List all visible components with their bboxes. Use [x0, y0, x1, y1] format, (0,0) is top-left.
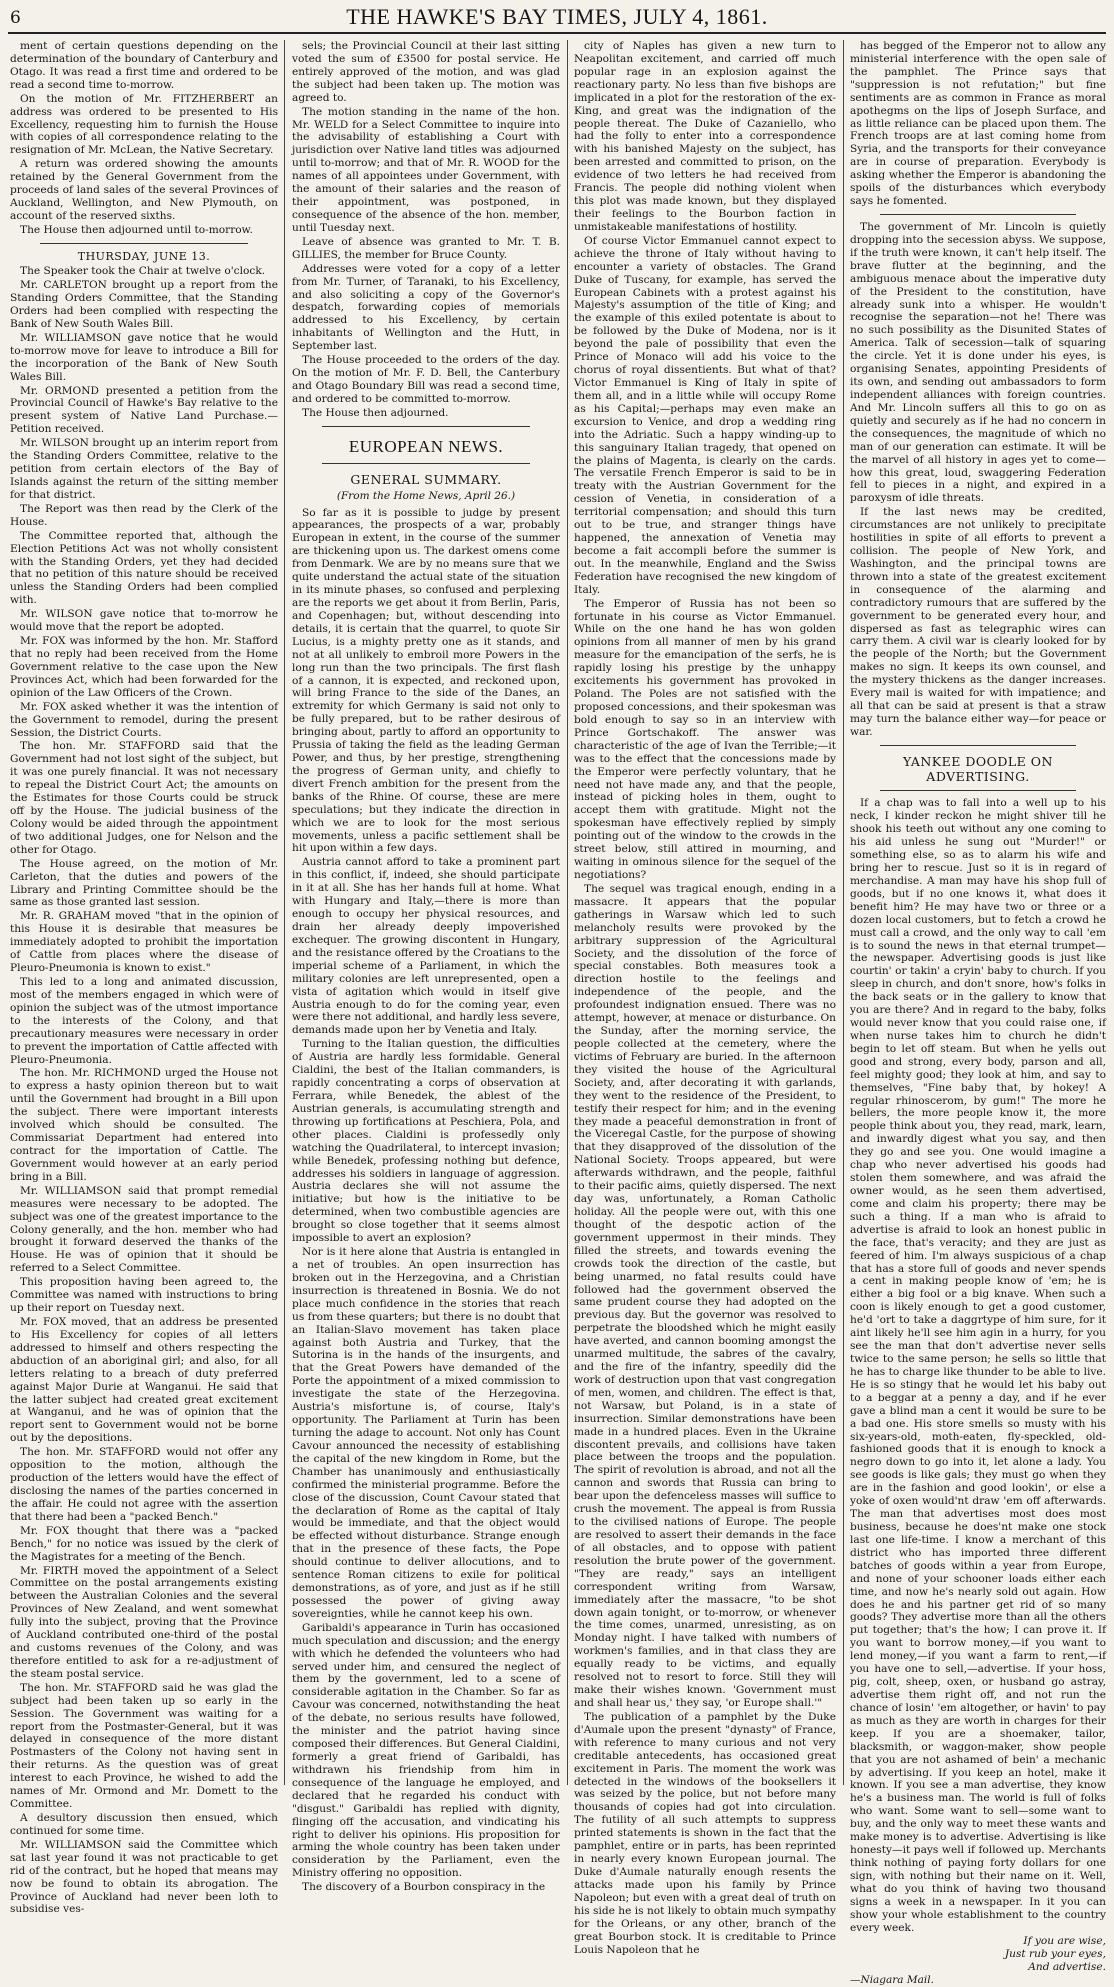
section-heading: EUROPEAN NEWS.	[348, 436, 504, 456]
column-2	[292, 40, 560, 1894]
paragraph: Turning to the Italian question, the difficulties of Austria are hardly less formidable. General Cialdini, the best of the Italian commanders, is rapidly concentrating a corps of observation at Ferrara, while Benedek, the ablest of the Austrian generals, is accumulating strength and throwing up fortifications at Peschiera, Pola, and other places. Cialdini is professedly only watching the Quadrilateral, to intercept invasion; while Benedek, professing nothing but defence, addresses his soldiers in language of aggression. Austria declares she will not assume the initiative; but how is the initiative to be determined, when two combustible agencies are brought so close together that it seems almost impossible to avert an explosion?	[292, 1038, 560, 1245]
article-source: (From the Home News, April 26.)	[336, 489, 516, 502]
paragraph: The House proceeded to the orders of the day. On the motion of Mr. F. D. Bell, the Canterbury and Otago Boundary Bill was read a second time, and ordered to be committed to-morrow.	[292, 354, 560, 405]
paragraph: The Speaker took the Chair at twelve o'clock.	[20, 265, 266, 278]
paragraph: Mr. FOX thought that there was a "packed Bench," for no notice was issued by the clerk of the Magistrates for a meeting of the Bench.	[10, 1524, 278, 1563]
paragraph: Addresses were voted for a copy of a letter from Mr. Turner, of Taranaki, to his Excellency, and also soliciting a copy of the Governor's despatch, forwarding copies of memorials addressed to his Excellency, by certain inhabitants of Wellington and the Hutt, in September last.	[292, 262, 560, 353]
paragraph: city of Naples has given a new turn to Neapolitan excitement, and carried off much popular rage in an explosion against the reactionary party. No less than five bishops are implicated in a plot for the restoration of the ex-King, and great was the indignation of the people thereat. The Duke of Cazaniello, who had the folly to enter into a correspondence with his banished Majesty on the subject, has been arrested and committed to prison, on the evidence of two letters he had received from Francis. The people did nothing violent when this plot was made known, but they displayed their feelings to the Bourbon faction in unmistakeable manifestations of hostility.	[574, 40, 836, 233]
paragraph: Mr. WILSON gave notice that to-morrow he would move that the report be adopted.	[10, 608, 278, 634]
article-source: —Niagara Mail.	[850, 1974, 934, 1987]
paragraph: Mr. WILLIAMSON said that prompt remedial measures were necessary to be adopted. The subject was one of the greatest importance to the Colony generally, and the hon. member who had brought it forward deserved the thanks of the House. He was of opinion that it should be referred to a Select Committee.	[10, 1184, 278, 1275]
paragraph: ment of certain questions depending on the determination of the boundary of Canterbury and Otago. It was read a first time and ordered to be read a second time to-morrow.	[10, 40, 278, 91]
paragraph: sels; the Provincial Council at their last sitting voted the sum of £3500 for postal service. He entirely approved of the motion, and was glad the subject had been taken up. The motion was agreed to.	[292, 40, 560, 104]
paragraph: The House agreed, on the motion of Mr. Carleton, that the duties and powers of the Library and Printing Committee should be the same as those granted last session.	[10, 857, 278, 909]
paragraph: A desultory discussion then ensued, which continued for some time.	[10, 1812, 278, 1837]
paragraph: On the motion of Mr. FITZHERBERT an address was ordered to be presented to His Excellency, requesting him to furnish the House with copies of all correspondence relating to the resignation of Mr. McLean, the Native Secretary.	[10, 92, 278, 157]
divider	[322, 463, 530, 464]
paragraph: Mr. ORMOND presented a petition from the Provincial Council of Hawke's Bay relative to the present system of Native Land Purchase.—Petition received.	[10, 384, 278, 436]
column-1	[10, 40, 278, 1916]
paragraph: has begged of the Emperor not to allow any ministerial interference with the open sale of the pamphlet. The Prince says that "suppression is not refutation;" but fine sentiments are as common in France as moral apothegms on the lips of Joseph Surface, and as little reliance can be placed upon them. The French troops are at last coming home from Syria, and the transports for their conveyance are in course of preparation. Everybody is asking whether the Emperor is abandoning the spoils of the disturbances which everybody says he fomented.	[850, 40, 1106, 208]
paragraph: If the last news may be credited, circumstances are not unlikely to precipitate hostilities in spite of all efforts to prevent a collision. The people of New York, and Washington, and the principal towns are thrown into a state of the greatest excitement in consequence of the alarming and contradictory rumours that are suffered by the government to be generated every hour, and dispersed as fast as telegraphic wires can carry them. A civil war is clearly looked for by the people of the North; but the Government makes no sign. It keeps its own counsel, and the mystery thickens as the danger increases. Every mail is waited for with impatience; and all that can be said at present is that a straw may turn the balance either way—for peace or war.	[850, 506, 1106, 738]
paragraph: So far as it is possible to judge by present appearances, the prospects of a war, probably European in extent, in the course of the summer are thickening upon us. The darkest omens come from Denmark. We are by no means sure that we quite understand the actual state of the situation in its minute phases, so confused and perplexing are the reports we get about it from Berlin, Paris, and Copenhagen; but, without descending into details, it is certain that the quarrel, to quote Sir Lucius, is a mighty pretty one as it stands, and not at all unlikely to embroil more Powers in the long run than the two principals. The first flash of a cannon, it is expected, and reckoned upon, will bring France to the side of the Danes, an extremity for which Germany is said not only to be fully prepared, but to be rather desirous of bringing about, partly to afford an opportunity to Prussia of taking the field as the leading German Power, and thus, by her prestige, strengthening the progress of German unity, and chiefly to divert French ambition for the present from the banks of the Rhine. Of course, these are mere speculations; but they indicate the direction in which we are to look for the most serious movements, unless a pacific settlement shall be hit upon within a few days.	[292, 506, 560, 855]
paragraph: The motion standing in the name of the hon. Mr. WELD for a Select Committee to inquire into the advisability of establishing a Court with jurisdiction over Native land titles was adjourned until to-morrow; and that of Mr. R. WOOD for the names of all appointees under Government, with the amount of their salaries and the reason of their appointment, was postponed, in consequence of the absence of the hon. member, until Tuesday next.	[292, 105, 560, 234]
paragraph: Of course Victor Emmanuel cannot expect to achieve the throne of Italy without having to encounter a variety of obstacles. The Grand Duke of Tuscany, for example, has served the European Cabinets with a protest against his Majesty's assumption of the title of King; and the example of this exiled potentate is about to be followed by the Duke of Modena, nor is it beyond the pale of possibility that even the Prince of Monaco will add his voice to the chorus of royal dissentients. But what of that? Victor Emmanuel is King of Italy in spite of them all, and in a little while will occupy Rome as his Capital;—perhaps may even make an excursion to Venice, and drop a wedding ring into the Adriatic. Such a happy winding-up to this sanguinary Italian tragedy, that opened on the plains of Magenta, is clearly on the cards. The versatile French Emperor is said to be in treaty with the Austrian Government for the cession of Venetia, in consideration of a territorial compensation; and should this turn out to be true, and stranger things have happened, the annexation of Venetia may become a fait accompli before the summer is out. In the meanwhile, England and the Swiss Federation have recognised the new kingdom of Italy.	[574, 234, 836, 596]
column-4	[850, 40, 1106, 1987]
closing-verse-line: If you are wise,	[1023, 1935, 1106, 1948]
paragraph: Mr. FOX was informed by the hon. Mr. Stafford that no reply had been received from the Home Government relative to the case upon the New Provinces Act, which had been forwarded for the opinion of the Law Officers of the Crown.	[10, 635, 278, 699]
article-heading: YANKEE DOODLE ON ADVERTISING.	[903, 753, 1053, 785]
divider	[880, 745, 1076, 746]
paragraph: Mr. FIRTH moved the appointment of a Select Committee on the postal arrangements existing between the Australian Colonies and the several Provinces of New Zealand, and went somewhat fully into the subject, proving that the Province of Auckland contributed one-third of the postal and customs revenues of the Colony, and was therefore entitled to ask for a re-adjustment of the steam postal service.	[10, 1564, 278, 1680]
paragraph: Austria cannot afford to take a prominent part in this conflict, if, indeed, she should participate in it at all. She has her hands full at home. What with Hungary and Italy,—there is more than enough to occupy her physical resources, and drain her already deeply impoverished exchequer. The growing discontent in Hungary, and the resistance offered by the Croatians to the imperial scheme of a Parliament, in which the military colonies are left unrepresented, open a vista of agitation which would in itself give Austria enough to do for the coming year, even were there not additional, and hardly less severe, demands made upon her by Venetia and Italy.	[292, 856, 560, 1037]
paragraph: Mr. FOX asked whether it was the intention of the Government to remodel, during the present Session, the District Courts.	[10, 700, 278, 739]
divider	[40, 243, 248, 244]
column-3	[574, 40, 836, 1956]
paragraph: The Report was then read by the Clerk of the House.	[10, 502, 278, 528]
paragraph: The Emperor of Russia has not been so fortunate in his course as Victor Emmanuel. While on the one hand he has won golden opinions from all manner of men by his grand measure for the emancipation of the serfs, he is rapidly losing his prestige by the unhappy excitements his government has provoked in Poland. The Poles are not satisfied with the proposed concessions, and their spokesman was bold enough to say so in an interview with Prince Gortschakoff. The answer was characteristic of the age of Ivan the Terrible;—it was to the effect that the concessions made by the Emperor were perfectly voluntary, that he need not have made any, and that the people, instead of picking holes in them, ought to accept them with gratitude. Might not the spokesman have effectively replied by simply pointing out of the window to the crowds in the street below, still attired in mourning, and waiting in ominous silence for the sequel of the negotiations?	[574, 597, 836, 881]
paragraph: Nor is it here alone that Austria is entangled in a net of troubles. An open insurrection has broken out in the Herzegovina, and a Christian insurrection is threatened in Bosnia. We do not place much confidence in the stories that reach us from these quarters; but there is no doubt that an Italian-Slavo movement has taken place against both Austria and Turkey, that the Sutorina is in the hands of the insurgents, and that the Great Powers have demanded of the Porte the appointment of a mixed commission to investigate the state of the Herzegovina. Austria's misfortune is, of course, Italy's opportunity. The Parliament at Turin has been turning the adage to account. Not only has Count Cavour announced the necessity of establishing the capital of the new kingdom in Rome, but the Chamber has unanimously and enthusiastically confirmed the ministerial programme. Before the close of the discussion, Count Cavour stated that the declaration of Rome as the capital of Italy would be immediate, and that the object would be effected without disturbance. Strange enough that in the presence of these facts, the Pope should continue to deliver allocutions, and to sentence Roman citizens to exile for political demonstrations, as of yore, and just as if he still possessed the power of giving away sovereignties, while he cannot keep his own.	[292, 1246, 560, 1620]
paragraph: The hon. Mr. STAFFORD would not offer any opposition to the motion, although the production of the letters would have the effect of disclosing the names of the parties concerned in the affair. He could not agree with the assertion that there had been a "packed Bench."	[10, 1446, 278, 1523]
divider	[880, 214, 1076, 215]
paragraph: Mr. WILSON brought up an interim report from the Standing Orders Committee, relative to the petition from certain electors of the Bay of Islands against the return of the sitting member for that district.	[10, 437, 278, 501]
paragraph: The House then adjourned.	[302, 406, 449, 419]
paragraph: Leave of absence was granted to Mr. T. B. GILLIES, the member for Bruce County.	[292, 235, 560, 261]
paragraph: A return was ordered showing the amounts retained by the General Government from the proceeds of land sales of the several Provinces of Auckland, Wellington, and New Plymouth, on account of the reserved sixths.	[10, 158, 278, 222]
paragraph: Mr. FOX moved, that an address be presented to His Excellency for copies of all letters addressed to himself and others respecting the abduction of an aboriginal girl; and also, for all letters relating to a breach of duty preferred against Major Durie at Wanganui. He said that the latter subject had created great excitement at Wanganui, and he was of opinion that the report sent to Government would not be borne out by the depositions.	[10, 1315, 278, 1445]
paragraph: The hon. Mr. RICHMOND urged the House not to express a hasty opinion thereon but to wait until the Government had brought in a Bill upon the subject. There were important interests involved which should be consulted. The Commissariat Department had entered into contract for the importation of Cattle. The Government would however at an early period bring in a Bill.	[10, 1067, 278, 1183]
paragraph: Mr. R. GRAHAM moved "that in the opinion of this House it is desirable that measures be immediately adopted to prohibit the importation of Cattle from places where the disease of Pleuro-Pneumonia is known to exist."	[10, 910, 278, 975]
paragraph: Mr. WILLIAMSON gave notice that he would to-morrow move for leave to introduce a Bill for the incorporation of the Bank of New South Wales Bill.	[10, 331, 278, 383]
paragraph: This led to a long and animated discussion, most of the members engaged in which were of opinion the subject was of the utmost importance to the interests of the Colony, and that precautionary measures were necessary in order to prevent the importation of Cattle affected with Pleuro-Pneumonia.	[10, 976, 278, 1066]
paragraph: The publication of a pamphlet by the Duke d'Aumale upon the present "dynasty" of France, with reference to many curious and not very creditable antecedents, has occasioned great excitement in Paris. The moment the work was detected in the windows of the booksellers it was seized by the police, but not before many thousands of copies had got into circulation. The futility of all such attempts to suppress printed statements is shown in the fact that the pamphlet, entire or in parts, has been reprinted in nearly every known European journal. The Duke d'Aumale naturally enough resents the attacks made upon his family by Prince Napoleon; but even with a great deal of truth on his side he is not likely to obtain much sympathy for the Orleans, or any other, branch of the great Bourbon stock. It is creditable to Prince Louis Napoleon that he	[574, 1710, 836, 1956]
article-heading: GENERAL SUMMARY.	[350, 472, 502, 488]
paragraph: Garibaldi's appearance in Turin has occasioned much speculation and discussion; and the energy with which he defended the volunteers who had served under him, and censured the neglect of them by the government, led to a scene of considerable agitation in the Chamber. So far as Cavour was concerned, notwithstanding the heat of the debate, no serious results have followed, the minister and the patriot having since composed their differences. But General Cialdini, formerly a great friend of Garibaldi, has withdrawn his friendship from him in consequence of the language he employed, and declared that he regarded his conduct with "disgust." Garibaldi has replied with dignity, flinging off the accusation, and vindicating his right to deliver his opinions. His proposition for arming the whole country has been taken under consideration by the Parliament, even the Ministry offering no opposition.	[292, 1621, 560, 1880]
paragraph: The Committee reported that, although the Election Petitions Act was not wholly consistent with the Standing Orders, yet they had decided that no petition of this nature should be received unless the Standing Orders had been complied with.	[10, 529, 278, 607]
divider	[880, 790, 1076, 791]
column-rule	[567, 40, 568, 1785]
paragraph: The government of Mr. Lincoln is quietly dropping into the secession abyss. We suppose, if the truth were known, it can't help itself. The brave flutter at the beginning, and the ambiguous menace about the imperative duty of the President to the constitution, have already sunk into a whisper. He wouldn't recognise the separation—not he! There was no such possibility as the Disunited States of America. Talk of secession—talk of squaring the circle. Yet it is done under his eyes, is organising Senates, appointing Presidents of its own, and sending out ambassadors to form independent alliances with foreign countries. And Mr. Lincoln suffers all this to go on as quietly and securely as if he had no concern in the consequences, the magnitude of which no man of our generation can estimate. It will be the marvel of all history in ages yet to come—how this great, loud, swaggering Federation fell to pieces in a night, and expired in a paroxysm of idle threats.	[850, 220, 1106, 505]
newspaper-title: THE HAWKE'S BAY TIMES, JULY 4, 1861.	[346, 4, 768, 29]
masthead	[8, 2, 1106, 34]
date-heading: THURSDAY, JUNE 13.	[77, 249, 211, 263]
paragraph: Mr. WILLIAMSON said the Committee which sat last year found it was not practicable to get rid of the contract, but he hoped that means may now be found to obtain its abrogation. The Province of Auckland had never been loth to subsidise ves-	[10, 1838, 278, 1916]
paragraph: The hon. Mr. STAFFORD said he was glad the subject had been taken up so early in the Session. The Government was waiting for a report from the Postmaster-General, but it was delayed in consequence of the more distant Postmasters of the Colony not having sent in their returns. As the question was of great interest to each Province, he wished to add the names of Mr. Ormond and Mr. Domett to the Committee.	[10, 1681, 278, 1811]
paragraph: Mr. CARLETON brought up a report from the Standing Orders Committee, that the Standing Orders had been complied with respecting the Bank of New South Wales Bill.	[10, 279, 278, 330]
divider	[322, 426, 530, 427]
closing-verse-line: And advertise.	[1028, 1961, 1106, 1974]
column-rule	[843, 40, 844, 1785]
paragraph: The sequel was tragical enough, ending in a massacre. It appears that the popular gatherings in Warsaw which led to such melancholy results were provoked by the arbitrary suppression of the Agricultural Society, and the dissolution of the force of special constables. Both measures took a direction hostile to the feelings and independence of the people, and the profoundest indignation ensued. There was no attempt, however, at menace or disturbance. On the Sunday, after the morning service, the people collected at the cemetery, where the victims of February are buried. In the afternoon they visited the house of the Agricultural Society, and, after decorating it with garlands, they went to the residence of the President, to testify their respect for him; and in the evening they made a peaceful demonstration in front of the Viceregal Castle, for the purpose of showing that they disapproved of the dissolution of the National Society. Troops appeared, but were afterwards withdrawn, and the people, faithful to their pacific aims, quietly dispersed. The next day was, unfortunately, a Roman Catholic holiday. All the people were out, with this one thought of the despotic action of the government uppermost in their minds. They filled the streets, and towards evening the crowds took the direction of the castle, but being unarmed, no fatal results could have followed had the government observed the same prudent course they had adopted on the previous day. But the governor was resolved to perpetrate the bloodshed which he might easily have averted, and cannon booming amongst the unarmed multitude, the sabres of the cavalry, and the fire of the infantry, speedily did the work of destruction upon that vast congregation of men, women, and children. The effect is that, not Warsaw, but Poland, is in a state of insurrection. Similar demonstrations have been made in a hundred places. Even in the Ukraine discontent prevails, and collisions have taken place between the troops and the population. The spirit of revolution is abroad, and not all the cannon and swords that Russia can bring to bear upon the defenceless masses will suffice to crush the movement. The appeal is from Russia to the civilised nations of Europe. The people are resolved to assert their demands in the face of all obstacles, and to oppose with patient resolution the brute power of the government. "They are ready," says an intelligent correspondent writing from Warsaw, immediately after the massacre, "to be shot down again tonight, or to-morrow, or whenever the time comes, unarmed, unresisting, as on Monday night. I have talked with numbers of workmen's families, and in that class they are equally ready to be victims, and equally resolved not to resort to force. Still they will make their wishes known. 'Government must and shall hear us,' they say, 'or Europe shall.'"	[574, 882, 836, 1709]
column-rule	[284, 40, 285, 1785]
paragraph: The hon. Mr. STAFFORD said that the Government had not lost sight of the subject, but it was one purely financial. It was not necessary to repeal the District Court Act; the amounts on the Estimates for those Courts could be struck off by the House. The judicial business of the Colony would be aided through the appointment of two additional Judges, one for Nelson and the other for Otago.	[10, 740, 278, 856]
closing-verse-line: Just rub your eyes,	[1004, 1948, 1106, 1961]
page-number: 6	[10, 8, 21, 28]
paragraph: The House then adjourned until to-morrow.	[20, 223, 253, 236]
paragraph: If a chap was to fall into a well up to his neck, I kinder reckon he might shiver till he shook his teeth out without any one coming to his aid unless he sung out "Murder!" or something else, so as to alarm his wife and bring her to rescue. Just so it is in regard of merchandise. A man may have his shop full of goods, but if no one knows it, what does it benefit him? He may have two or three or a dozen local customers, but to fetch a crowd he must call a crowd, and the only way to call 'em is to sound the news in that eternal trumpet—the newspaper. Advertising goods is just like courtin' or takin' a cryin' baby to church. If you sleep in church, and don't snore, how's folks in the back seats or in the gallery to know that you are there? And in regard to the baby, folks would never know that you could raise one, if when nurse takes him to church he didn't begin to let off steam. But when he yells out good and strong, every body, parson and all, feel mighty good; they look at him, and say to themselves, "Fine baby that, by hokey! A regular rhinoscerom, by gum!" The more he bellers, the more people know it, the more people think about you, they read, mark, learn, and inwardly digest what you say, and then they go and see you. One would imagine a chap who never advertised his goods had stolen them somewhere, and was afraid the owner would, as he seen them advertised, come and claim his property; there may be such a thing. If a man who is afraid to advertise is afraid to look an honest public in the face, that's veracity; and they are just as feered of him. I'm always suspicious of a chap that has a store full of goods and never spends a cent in making people know of 'em; he is either a big fool or a big knave. When such a coon is likely enough to get a good customer, he'd 'ort to take a daggrtype of him sure, for it aint likely he'll see him agin in a hurry, for you see the man that don't advertise never sells twice to the same person; he sells so little that he has to charge like thunder to be able to live. He is so stingy that he would let his baby out to a beggar at a penny a day, and if he ever gave a blind man a cent it would be sure to be a bad one. His store smells so musty with his six-years-old, moth-eaten, fly-speckled, old-fashioned goods that it is enough to knock a negro down to go into it, let alone a lady. You see goods is like gals; they must go when they are in the fashion and good lookin', or else a yoke of oxen would'nt draw 'em off afterwards. The man that advertises most does most business, because he does'nt make one stock last one life-time. I know a merchant of this district who has imported three different batches of goods within a year from Europe, and none of your schooner loads either each time, and now he's nearly sold out again. How does he and his partner get rid of so many goods? They advertise more than all the others put together; that's the how; I can prove it. If you want to borrow money,—if you want to lend money,—if you want a farm to rent,—if you have one to sell,—advertise. If your hoss, pig, colt, sheep, oxen, or husband go astray, advertise them right off, and not run the chance of losin' 'em altogether, or havin' to pay as much as they are worth in charges for their keep. If you are a shoemaker, tailor, blacksmith, or waggon-maker, show people that you are not ashamed of bein' a mechanic by advertising. If you keep an hotel, make it known. If you see a man advertise, they know he's a business man. The world is full of folks who want. Some want to sell—some want to buy, and the only way to meet these wants and make money is to advertise. Advertising is like honesty—it pays well if followed up. Merchants think nothing of paying forty dollars for one sign, with nothing but their name on it. Well, what do you think of having two thousand signs a week in a newspaper. In it you can show your whole establishment to the country every week.	[850, 797, 1106, 1934]
paragraph: The discovery of a Bourbon conspiracy in the	[302, 1881, 546, 1894]
paragraph: This proposition having been agreed to, the Committee was named with instructions to bring up their report on Tuesday next.	[10, 1276, 278, 1315]
